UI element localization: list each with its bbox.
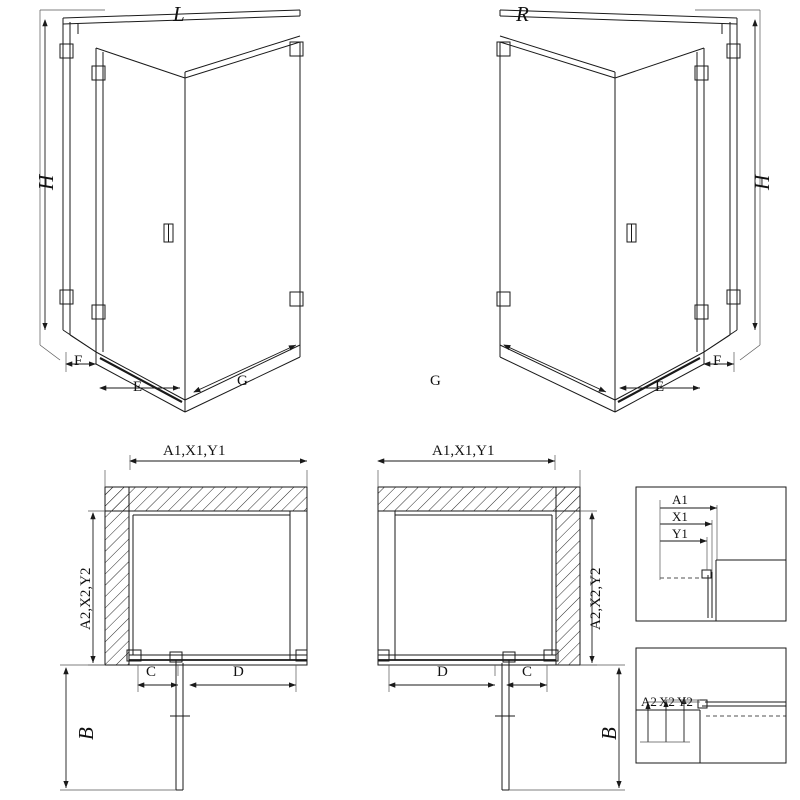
detail-label-A2: A2 xyxy=(641,694,657,709)
dim-label-F-right: F xyxy=(713,353,722,369)
dim-label-C-left: C xyxy=(146,664,157,680)
view-label-R: R xyxy=(516,2,529,26)
view-label-L: L xyxy=(173,2,185,26)
dim-label-D-right: D xyxy=(437,664,448,680)
dim-label-A2X2Y2-left: A2,X2,Y2 xyxy=(78,567,94,630)
dim-label-E-right: E xyxy=(655,379,665,395)
dim-label-G-right: G xyxy=(430,373,441,389)
detail-label-Y1: Y1 xyxy=(672,526,688,541)
dim-label-A1X1Y1-left: A1,X1,Y1 xyxy=(163,443,226,459)
detail-label-Y2: Y2 xyxy=(677,694,693,709)
dim-label-C-right: C xyxy=(522,664,533,680)
detail-label-X1: X1 xyxy=(672,509,688,524)
iso-view-left xyxy=(40,10,303,412)
dim-label-A1X1Y1-right: A1,X1,Y1 xyxy=(432,443,495,459)
dim-label-E-left: E xyxy=(133,379,143,395)
dim-label-B-right: B xyxy=(597,727,621,740)
detail-label-X2: X2 xyxy=(659,694,675,709)
dim-label-H-right: H xyxy=(750,174,774,190)
dim-label-H-left: H xyxy=(34,174,58,190)
dim-label-F-left: F xyxy=(74,353,83,369)
dim-label-B-left: B xyxy=(74,727,98,740)
dim-label-A2X2Y2-right: A2,X2,Y2 xyxy=(588,567,604,630)
dim-label-D-left: D xyxy=(233,664,244,680)
detail-top-right xyxy=(636,487,786,621)
detail-label-A1: A1 xyxy=(672,492,688,507)
iso-view-right xyxy=(497,10,760,412)
dim-label-G-left: G xyxy=(237,373,248,389)
